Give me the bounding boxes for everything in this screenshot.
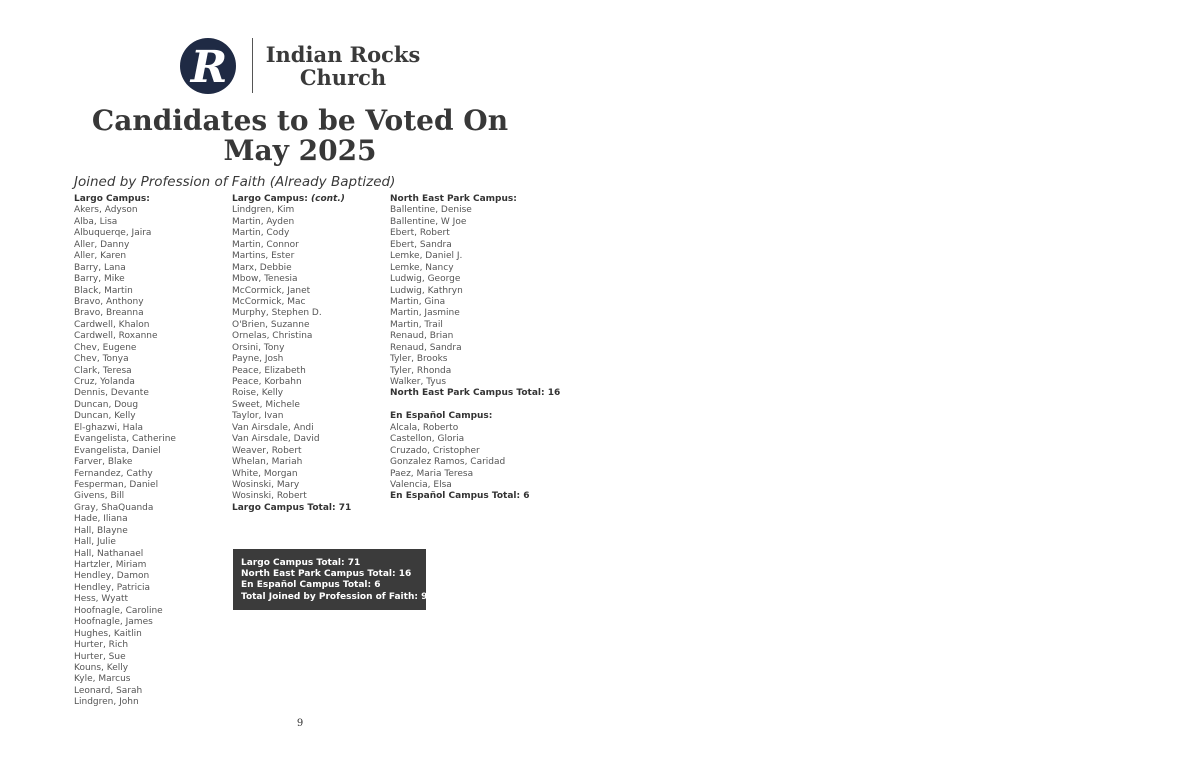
name-entry: Aller, Karen: [74, 251, 127, 262]
name-entry: Ballentine, W Joe: [390, 216, 467, 227]
name-entry: Hartzler, Miriam: [74, 560, 147, 570]
name-entry: Leonard, Sarah: [74, 685, 143, 696]
name-entry: Taylor, Ivan: [232, 411, 284, 422]
name-entry: Sweet, Michele: [232, 399, 300, 410]
largo-total: Largo Campus Total: 71: [232, 502, 352, 513]
page-number: 9: [296, 718, 304, 729]
name-entry: Kouns, Kelly: [74, 662, 129, 673]
largo-column-2: [232, 194, 351, 514]
name-entry: Aller, Danny: [74, 239, 130, 250]
name-entry: Hade, Iliana: [74, 514, 128, 525]
name-entry: Ballentine, Denise: [390, 205, 472, 216]
name-entry: Clark, Teresa: [74, 365, 132, 376]
summary-overall: Total Joined by Profession of Faith: 93: [241, 591, 434, 602]
name-entry: Hess, Wyatt: [74, 594, 129, 605]
name-entry: Gray, ShaQuanda: [74, 502, 154, 513]
name-entry: Bravo, Breanna: [74, 308, 144, 319]
name-entry: El-ghazwi, Hala: [74, 422, 143, 433]
name-entry: Van Airsdale, Andi: [232, 422, 314, 433]
name-entry: Alba, Lisa: [74, 216, 118, 227]
summary-box: [233, 549, 434, 610]
name-entry: Lemke, Daniel J.: [390, 251, 463, 262]
name-entry: Tyler, Rhonda: [390, 365, 452, 376]
name-entry: Castellon, Gloria: [390, 434, 465, 445]
page-title: [60, 106, 540, 166]
largo-heading-cont: Largo Campus: (cont.): [232, 194, 345, 204]
name-entry: Orsini, Tony: [232, 342, 285, 353]
name-entry: Dennis, Devante: [74, 388, 149, 399]
name-entry: Weaver, Robert: [232, 445, 302, 456]
page-title-line2: May 2025: [223, 134, 377, 167]
logo-letter: R: [190, 42, 228, 93]
name-entry: Hurter, Sue: [74, 651, 126, 662]
church-logo-icon: [180, 38, 236, 94]
name-entry: Renaud, Sandra: [390, 342, 462, 353]
church-name-line2: Church: [299, 65, 387, 90]
name-entry: Paez, Maria Teresa: [390, 468, 474, 479]
name-entry: McCormick, Janet: [232, 285, 311, 296]
nep-total: North East Park Campus Total: 16: [390, 388, 561, 399]
name-entry: White, Morgan: [232, 468, 298, 479]
page-title-line1: Candidates to be Voted On: [91, 104, 509, 137]
name-entry: Walker, Tyus: [390, 377, 447, 387]
name-entry: Fernandez, Cathy: [74, 468, 153, 479]
name-entry: Martin, Connor: [232, 239, 299, 250]
name-entry: Ornelas, Christina: [232, 331, 313, 342]
name-entry: Chev, Tonya: [74, 354, 129, 365]
name-entry: Chev, Eugene: [74, 342, 137, 353]
summary-espanol: En Español Campus Total: 6: [241, 580, 381, 591]
espanol-total: En Español Campus Total: 6: [390, 491, 530, 502]
name-entry: Givens, Bill: [74, 491, 125, 502]
summary-nep: North East Park Campus Total: 16: [241, 569, 412, 580]
name-entry: O'Brien, Suzanne: [232, 319, 310, 330]
name-entry: Alcala, Roberto: [390, 422, 459, 433]
name-entry: Evangelista, Daniel: [74, 445, 161, 456]
name-entry: Cruz, Yolanda: [74, 377, 135, 387]
name-entry: Duncan, Doug: [74, 399, 139, 410]
name-entry: Ludwig, Kathryn: [390, 285, 463, 296]
largo-name-list-cont: [232, 205, 351, 502]
espanol-heading: En Español Campus:: [390, 411, 493, 422]
largo-column-1: [74, 194, 176, 709]
page-subtitle: Joined by Profession of Faith (Already Baptized): [74, 174, 396, 190]
summary-largo: Largo Campus Total: 71: [241, 558, 361, 568]
name-entry: Wosinski, Robert: [232, 491, 307, 502]
name-entry: Van Airsdale, David: [232, 434, 320, 445]
name-entry: Marx, Debbie: [232, 262, 292, 273]
name-entry: Peace, Elizabeth: [232, 365, 306, 376]
name-entry: Ebert, Sandra: [390, 239, 452, 250]
logo-divider: [252, 38, 253, 93]
nep-name-list: [390, 205, 560, 388]
name-entry: Barry, Mike: [74, 274, 125, 285]
name-entry: Fesperman, Daniel: [74, 479, 159, 490]
name-entry: Tyler, Brooks: [390, 354, 448, 365]
name-entry: Lemke, Nancy: [390, 262, 454, 273]
name-entry: Hall, Julie: [74, 537, 116, 548]
name-entry: Barry, Lana: [74, 262, 126, 273]
church-name-line1: Indian Rocks: [265, 42, 421, 67]
name-entry: Black, Martin: [74, 285, 133, 296]
name-entry: Murphy, Stephen D.: [232, 308, 322, 319]
largo-name-list: [74, 205, 176, 708]
name-entry: Farver, Blake: [74, 457, 133, 468]
name-entry: Hendley, Damon: [74, 571, 150, 582]
name-entry: Cruzado, Cristopher: [390, 445, 480, 456]
name-entry: Duncan, Kelly: [74, 411, 136, 422]
name-entry: Lindgren, Kim: [232, 205, 295, 216]
name-entry: Mbow, Tenesia: [232, 274, 298, 285]
name-entry: Peace, Korbahn: [232, 377, 302, 387]
name-entry: Wosinski, Mary: [232, 479, 300, 490]
name-entry: Ludwig, George: [390, 274, 461, 285]
name-entry: Hurter, Rich: [74, 640, 129, 651]
name-entry: Gonzalez Ramos, Caridad: [390, 457, 506, 468]
name-entry: Hall, Nathanael: [74, 548, 144, 559]
name-entry: Albuquerqe, Jaira: [74, 228, 152, 239]
name-entry: Martin, Jasmine: [390, 308, 460, 319]
other-campuses-column: [390, 194, 560, 503]
name-entry: Hoofnagle, James: [74, 617, 153, 628]
name-entry: Hendley, Patricia: [74, 582, 151, 593]
name-entry: Renaud, Brian: [390, 331, 454, 342]
nep-heading: North East Park Campus:: [390, 194, 517, 204]
name-entry: Payne, Josh: [232, 354, 284, 365]
name-entry: McCormick, Mac: [232, 296, 306, 307]
name-entry: Martin, Trail: [390, 319, 443, 330]
largo-heading: Largo Campus:: [74, 194, 150, 204]
church-name: [258, 43, 428, 89]
name-entry: Cardwell, Roxanne: [74, 331, 158, 342]
name-entry: Cardwell, Khalon: [74, 319, 150, 330]
name-entry: Hall, Blayne: [74, 525, 128, 536]
name-entry: Bravo, Anthony: [74, 296, 144, 307]
name-entry: Whelan, Mariah: [232, 457, 303, 468]
name-entry: Lindgren, John: [74, 697, 139, 708]
name-entry: Martin, Ayden: [232, 216, 295, 227]
name-entry: Roise, Kelly: [232, 388, 284, 399]
name-entry: Hughes, Kaitlin: [74, 628, 142, 639]
name-entry: Kyle, Marcus: [74, 674, 131, 685]
name-entry: Martins, Ester: [232, 251, 295, 262]
cont-label: (cont.): [311, 194, 345, 204]
espanol-name-list: [390, 423, 560, 492]
name-entry: Martin, Cody: [232, 228, 290, 239]
name-entry: Martin, Gina: [390, 296, 446, 307]
name-entry: Akers, Adyson: [74, 205, 138, 216]
name-entry: Evangelista, Catherine: [74, 434, 176, 445]
name-entry: Valencia, Elsa: [390, 479, 452, 490]
name-entry: Ebert, Robert: [390, 228, 450, 239]
name-entry: Hoofnagle, Caroline: [74, 605, 163, 616]
